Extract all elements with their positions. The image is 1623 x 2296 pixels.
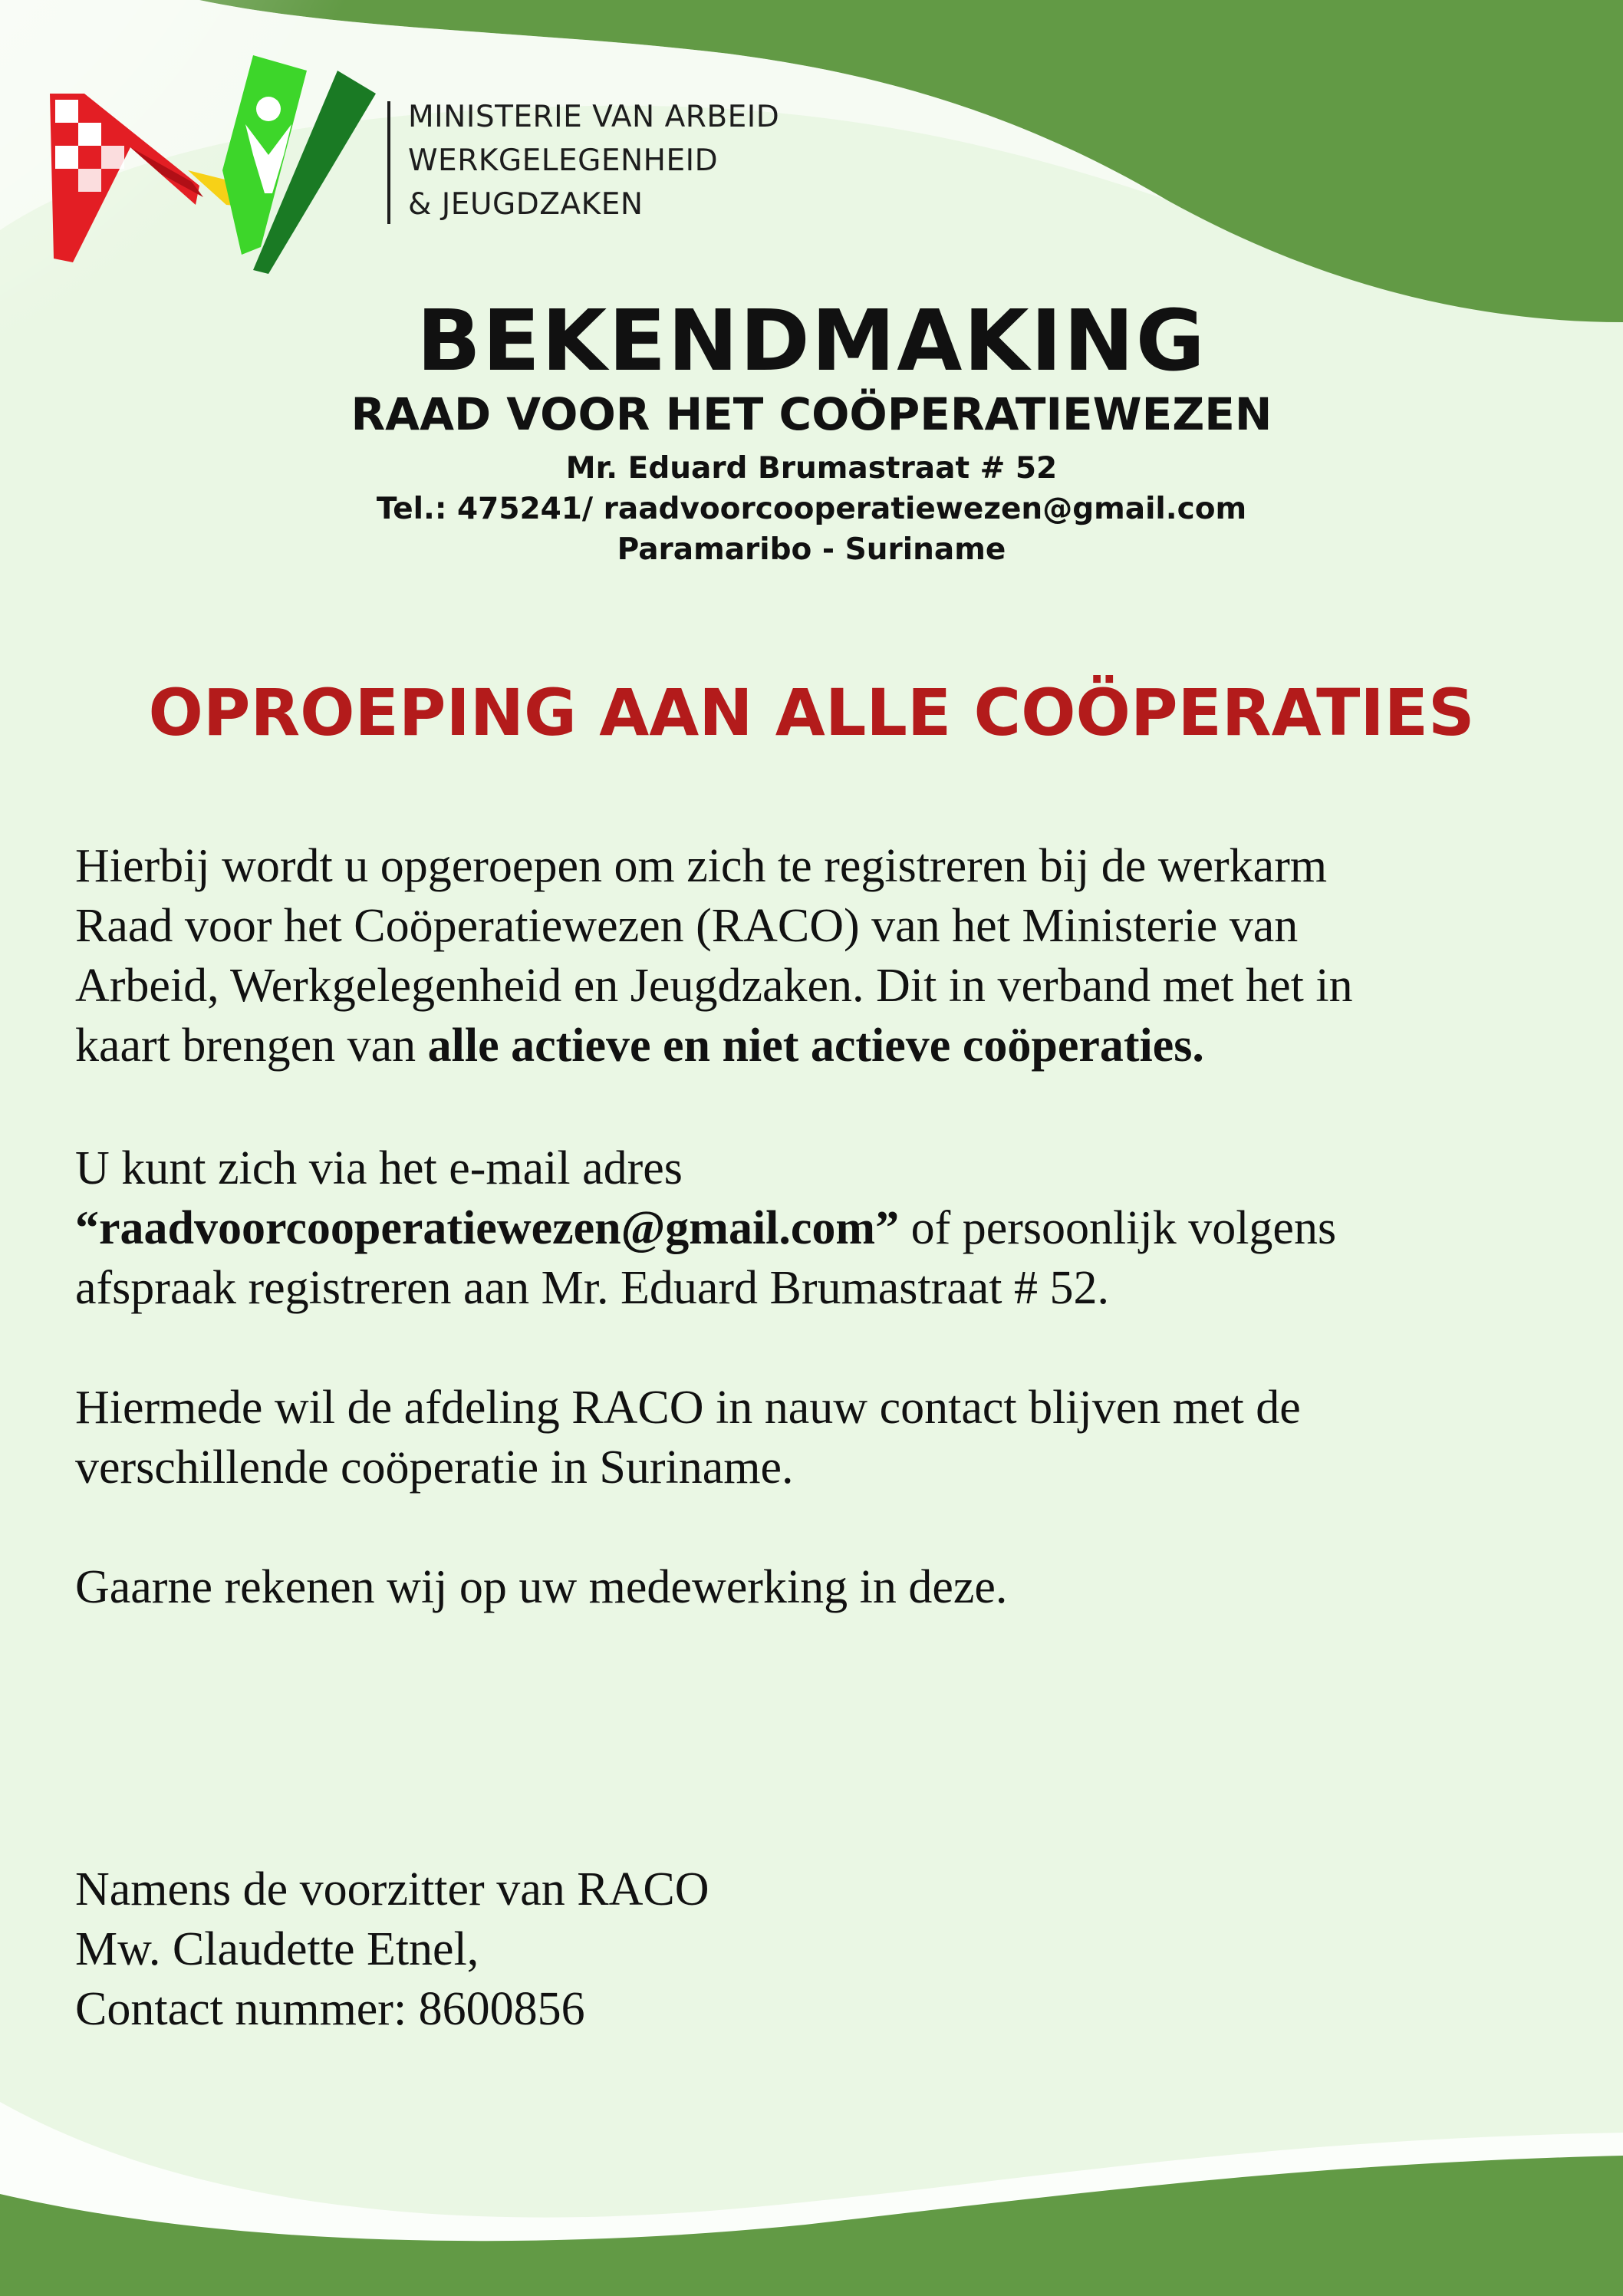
logo-check-3 [55,146,78,169]
logo-check-2 [78,123,101,146]
paragraph-1-line-4-text: kaart brengen van [75,1020,428,1072]
paragraph-3 [75,1378,1579,1497]
signature-line-1: Namens de voorzitter van RACO [75,1863,709,1916]
logo-check-5 [78,169,101,192]
header-city: Paramaribo - Suriname [617,532,1006,567]
paragraph-2-line-3: afspraak registreren aan Mr. Eduard Brumastraat # 52. [75,1262,1109,1314]
email-address: “raadvoorcooperatiewezen@gmail.com” [75,1202,900,1254]
paragraph-1-line-4 [75,1016,1579,1076]
page-subtitle: RAAD VOOR HET COÖPERATIEWEZEN [351,388,1272,440]
paragraph-4-line-1: Gaarne rekenen wij op uw medewerking in deze. [75,1561,1008,1613]
paragraph-1-line-1: Hierbij wordt u opgeroepen om zich te registreren bij de werkarm [75,840,1328,892]
paragraph-1 [75,836,1579,1076]
paragraph-2 [75,1138,1579,1318]
logo-check-4 [101,146,124,169]
ministry-logo [38,40,391,285]
signature-line-2: Mw. Claudette Etnel, [75,1923,479,1975]
ministry-line-2: WERKGELEGENHEID [408,143,719,178]
signature-line-3: Contact nummer: 8600856 [75,1983,585,2035]
ministry-line-3: & JEUGDZAKEN [408,187,644,222]
paragraph-2-line-2 [75,1198,1579,1258]
paragraph-4 [75,1557,1579,1617]
paragraph-1-emphasis: alle actieve en niet actieve coöperaties. [427,1020,1204,1072]
signature-block [75,1860,1579,2039]
logo-figure-head [256,97,281,121]
ministry-name [408,95,779,226]
paragraph-1-line-3: Arbeid, Werkgelegenheid en Jeugdzaken. Dit in verband met het in [75,960,1353,1012]
paragraph-3-line-1: Hiermede wil de afdeling RACO in nauw contact blijven met de [75,1382,1301,1434]
logo-divider [387,101,390,224]
paragraph-2-line-1: U kunt zich via het e-mail adres [75,1142,683,1194]
paragraph-2-line-2-text: of persoonlijk volgens [899,1202,1337,1254]
paragraph-1-line-2: Raad voor het Coöperatiewezen (RACO) van het Ministerie van [75,900,1299,952]
header-address: Mr. Eduard Brumastraat # 52 [565,451,1058,486]
logo-check-1 [55,100,78,123]
ministry-line-1: MINISTERIE VAN ARBEID [408,100,780,134]
paragraph-3-line-2: verschillende coöperatie in Suriname. [75,1441,794,1494]
header-contact: Tel.: 475241/ raadvoorcooperatiewezen@gmail.com [376,492,1247,526]
call-title: OPROEPING AAN ALLE COÖPERATIES [148,675,1475,750]
page-title: BEKENDMAKING [416,292,1207,390]
